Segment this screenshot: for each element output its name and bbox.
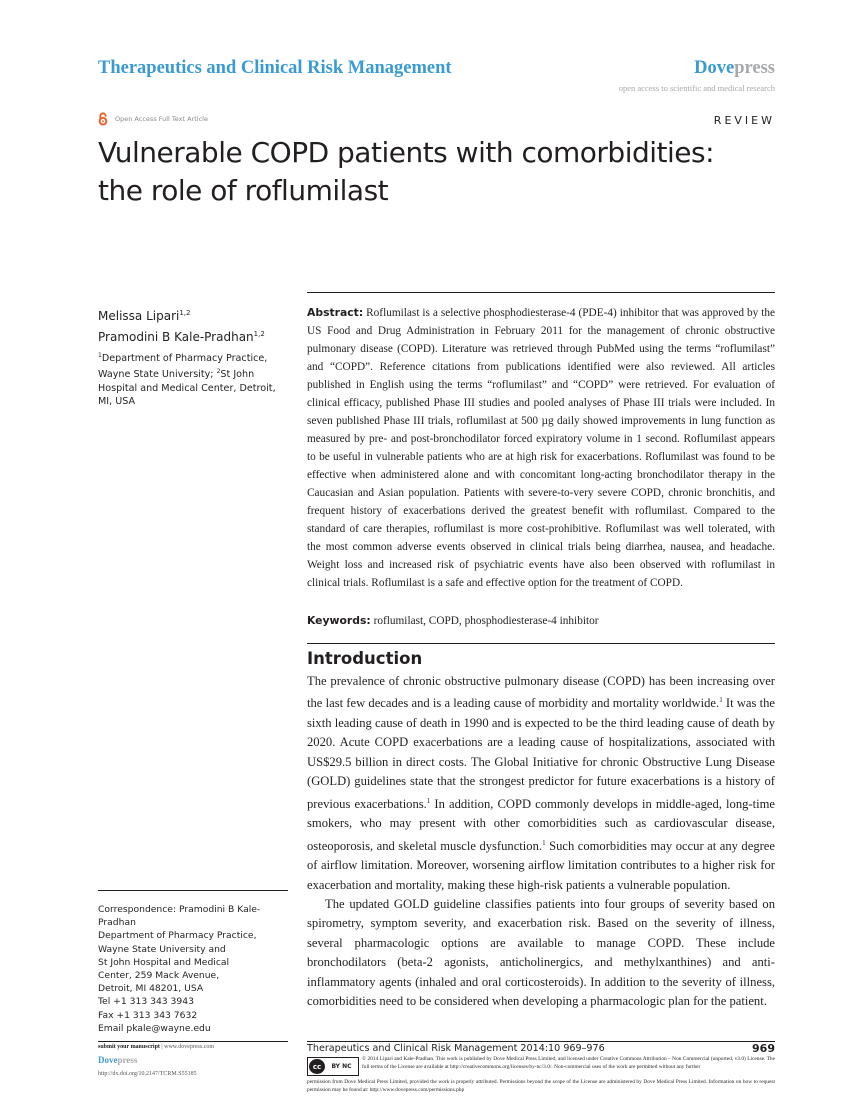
introduction-body [307,672,775,1011]
publisher-logo [694,58,775,79]
divider [307,643,775,644]
divider [98,1041,288,1042]
article-title-line-2: the role of roflumilast [98,174,389,207]
abstract [307,304,775,592]
abstract-text: Roflumilast is a selective phosphodiesterase-4 (PDE-4) inhibitor that was approved by the US Food and Drug Administration in February 2011 for the management of chronic obstructive pulmonary disease (COPD). Literature was retrieved through PubMed using the terms “roflumilast” and “COPD”. Reference citations from publications identified were also reviewed. All articles published in English using the terms “roflumilast” and “COPD” were retrieved. For evaluation of clinical efficacy, published Phase III studies and pooled analyses of Phase III trials were included. In seven published Phase III trials, roflumilast at 500 µg daily showed improvements in lung function as measured by pre- and post-bronchodilator forced expiratory volume in 1 second. Roflumilast appears to be useful in vulnerable patients who are at high risk for exacerbations. Roflumilast was found to be effective when administered alone and with concomitant long-acting bronchodilator therapy in the Caucasian and Asian population. Patients with severe-to-very severe COPD, chronic bronchitis, and frequent history of exacerbations derived the greatest benefit with roflumilast. Compared to the standard of care therapies, roflumilast is more cost-prohibitive. Roflumilast was well tolerated, with the most common adverse events observed in clinical trials being diarrhea, nausea, and headache. Weight loss and increased risk of psychiatric events have also been observed with roflumilast in clinical trials. Roflumilast is a safe and effective option for the treatment of COPD. [307,307,775,589]
license-text: © 2014 Lipari and Kale-Pradhan. This work is published by Dove Medical Press Limited, and licensed under Creative Commons Attribution – Non Commercial (unported, v3.0) License. The full terms of the License are available at http://creativecommons.org/licenses/by-nc/3.0/. Non-commercial uses of the work are permitted without any further [362,1056,775,1070]
author-affil-ref: 1,2 [253,330,265,338]
cc-icon: cc [309,1059,325,1074]
open-access-label: Open Access Full Text Article [115,115,208,123]
article-title [98,134,778,210]
affiliations [98,349,288,408]
paragraph [307,672,775,895]
open-access-badge [98,111,208,127]
correspondence-line: Tel +1 313 343 3943 [98,996,194,1008]
author-name: Melissa Lipari [98,309,180,323]
article-type: REVIEW [713,114,775,127]
correspondence-block [98,903,298,1035]
author-affil-ref: 1,2 [179,309,191,317]
citation-ref[interactable]: 1 [426,796,431,805]
correspondence-line: Center, 259 Mack Avenue, [98,970,220,982]
paragraph-text: Such comorbidities may occur at any degree of airflow limitation. Moreover, worsening airflow limitation contributes to a higher risk for exacerbation and mortality, making these high-risk patients a vulnerable population. [307,838,775,892]
correspondence-line: Fax +1 313 343 7632 [98,1009,198,1021]
divider [98,890,288,891]
section-heading: Introduction [307,649,423,668]
abstract-label: Abstract: [307,306,364,319]
citation-ref[interactable]: 1 [542,838,546,847]
affil-marker: 2 [216,368,221,376]
submit-manuscript-link[interactable] [98,1044,214,1050]
author [98,304,265,325]
correspondence-line: St John Hospital and Medical [98,956,230,968]
correspondence-line: Department of Pharmacy Practice, [98,930,257,942]
divider [307,1041,775,1042]
page-number: 969 [752,1042,775,1055]
article-title-line-1: Vulnerable COPD patients with comorbidities: [98,136,715,169]
divider [307,292,775,293]
affil-text: St John Hospital and Medical Center, Detroit, MI, USA [98,369,276,407]
author-name: Pramodini B Kale-Pradhan [98,330,254,344]
footer-publisher-suffix: press [117,1055,138,1065]
affil-text: Department of Pharmacy Practice, Wayne State University; [98,353,268,381]
journal-title: Therapeutics and Clinical Risk Management [98,58,452,78]
submit-site: | www.dovepress.com [159,1044,215,1050]
footer-publisher-main: Dove [98,1055,118,1065]
author [98,325,265,346]
affil-marker: 1 [98,352,102,359]
open-access-lock-icon [98,112,108,126]
journal-citation: Therapeutics and Clinical Risk Management 2014:10 969–976 [307,1043,605,1054]
publisher-tagline: open access to scientific and medical research [618,83,775,93]
correspondence-email[interactable]: Email pkale@wayne.edu [98,1022,211,1034]
correspondence-line: Correspondence: Pramodini B Kale-Pradhan [98,904,261,929]
submit-label: submit your manuscript [98,1044,160,1050]
cc-license-type: BY NC [331,1063,352,1070]
paragraph: The updated GOLD guideline classifies patients into four groups of severity based on spirometry, symptom severity, and exacerbation risk. Based on the severity of illness, several pharmacologic options are available to manage COPD. These include bronchodilators (beta-2 agonists, anticholinergics, and methylxanthines) and anti-inflammatory agents (inhaled and oral corticosteroids). In addition to the severity of illness, comorbidities need to be considered when developing a pharmacologic plan for the patient. [307,897,775,1009]
correspondence-line: Wayne State University and [98,943,226,955]
paragraph-text: It was the sixth leading cause of death in 1990 and is expected to be the third leading cause of death by 2020. Acute COPD exacerbations are a leading cause of hospitalizations, associated with US$29.5 billion in direct costs. The Global Initiative for chronic Obstructive Lung Disease (GOLD) guidelines state that the strongest predictor for future exacerbations is a history of previous exacerbations. [307,696,776,811]
keywords-text: roflumilast, COPD, phosphodiesterase-4 inhibitor [373,615,599,627]
paragraph-text: The prevalence of chronic obstructive pulmonary disease (COPD) has been increasing over the last few decades and is a leading cause of morbidity and mortality worldwide. [307,674,775,711]
publisher-logo-suffix: press [734,58,775,78]
author-list [98,304,265,346]
paragraph-text: In addition, COPD commonly develops in middle-aged, long-time smokers, who may present with other comorbidities such as cardiovascular disease, osteoporosis, and skeletal muscle dysfunction. [307,796,776,853]
keywords [307,612,775,630]
citation-ref[interactable]: 1 [719,696,723,705]
footer-publisher-logo [98,1055,137,1065]
keywords-label: Keywords: [307,614,371,627]
creative-commons-badge[interactable] [307,1057,359,1076]
publisher-logo-main: Dove [694,58,735,78]
correspondence-line: Detroit, MI 48201, USA [98,983,204,995]
license-text-continued: permission from Dove Medical Press Limited, provided the work is properly attributed. Permissions beyond the scope of the License are administered by Dove Medical Press Limited. Information on how to request permission may be found at: http://www.dovepress.com/permissions.php [307,1079,775,1093]
doi-link[interactable]: http://dx.doi.org/10.2147/TCRM.S55185 [98,1071,197,1077]
